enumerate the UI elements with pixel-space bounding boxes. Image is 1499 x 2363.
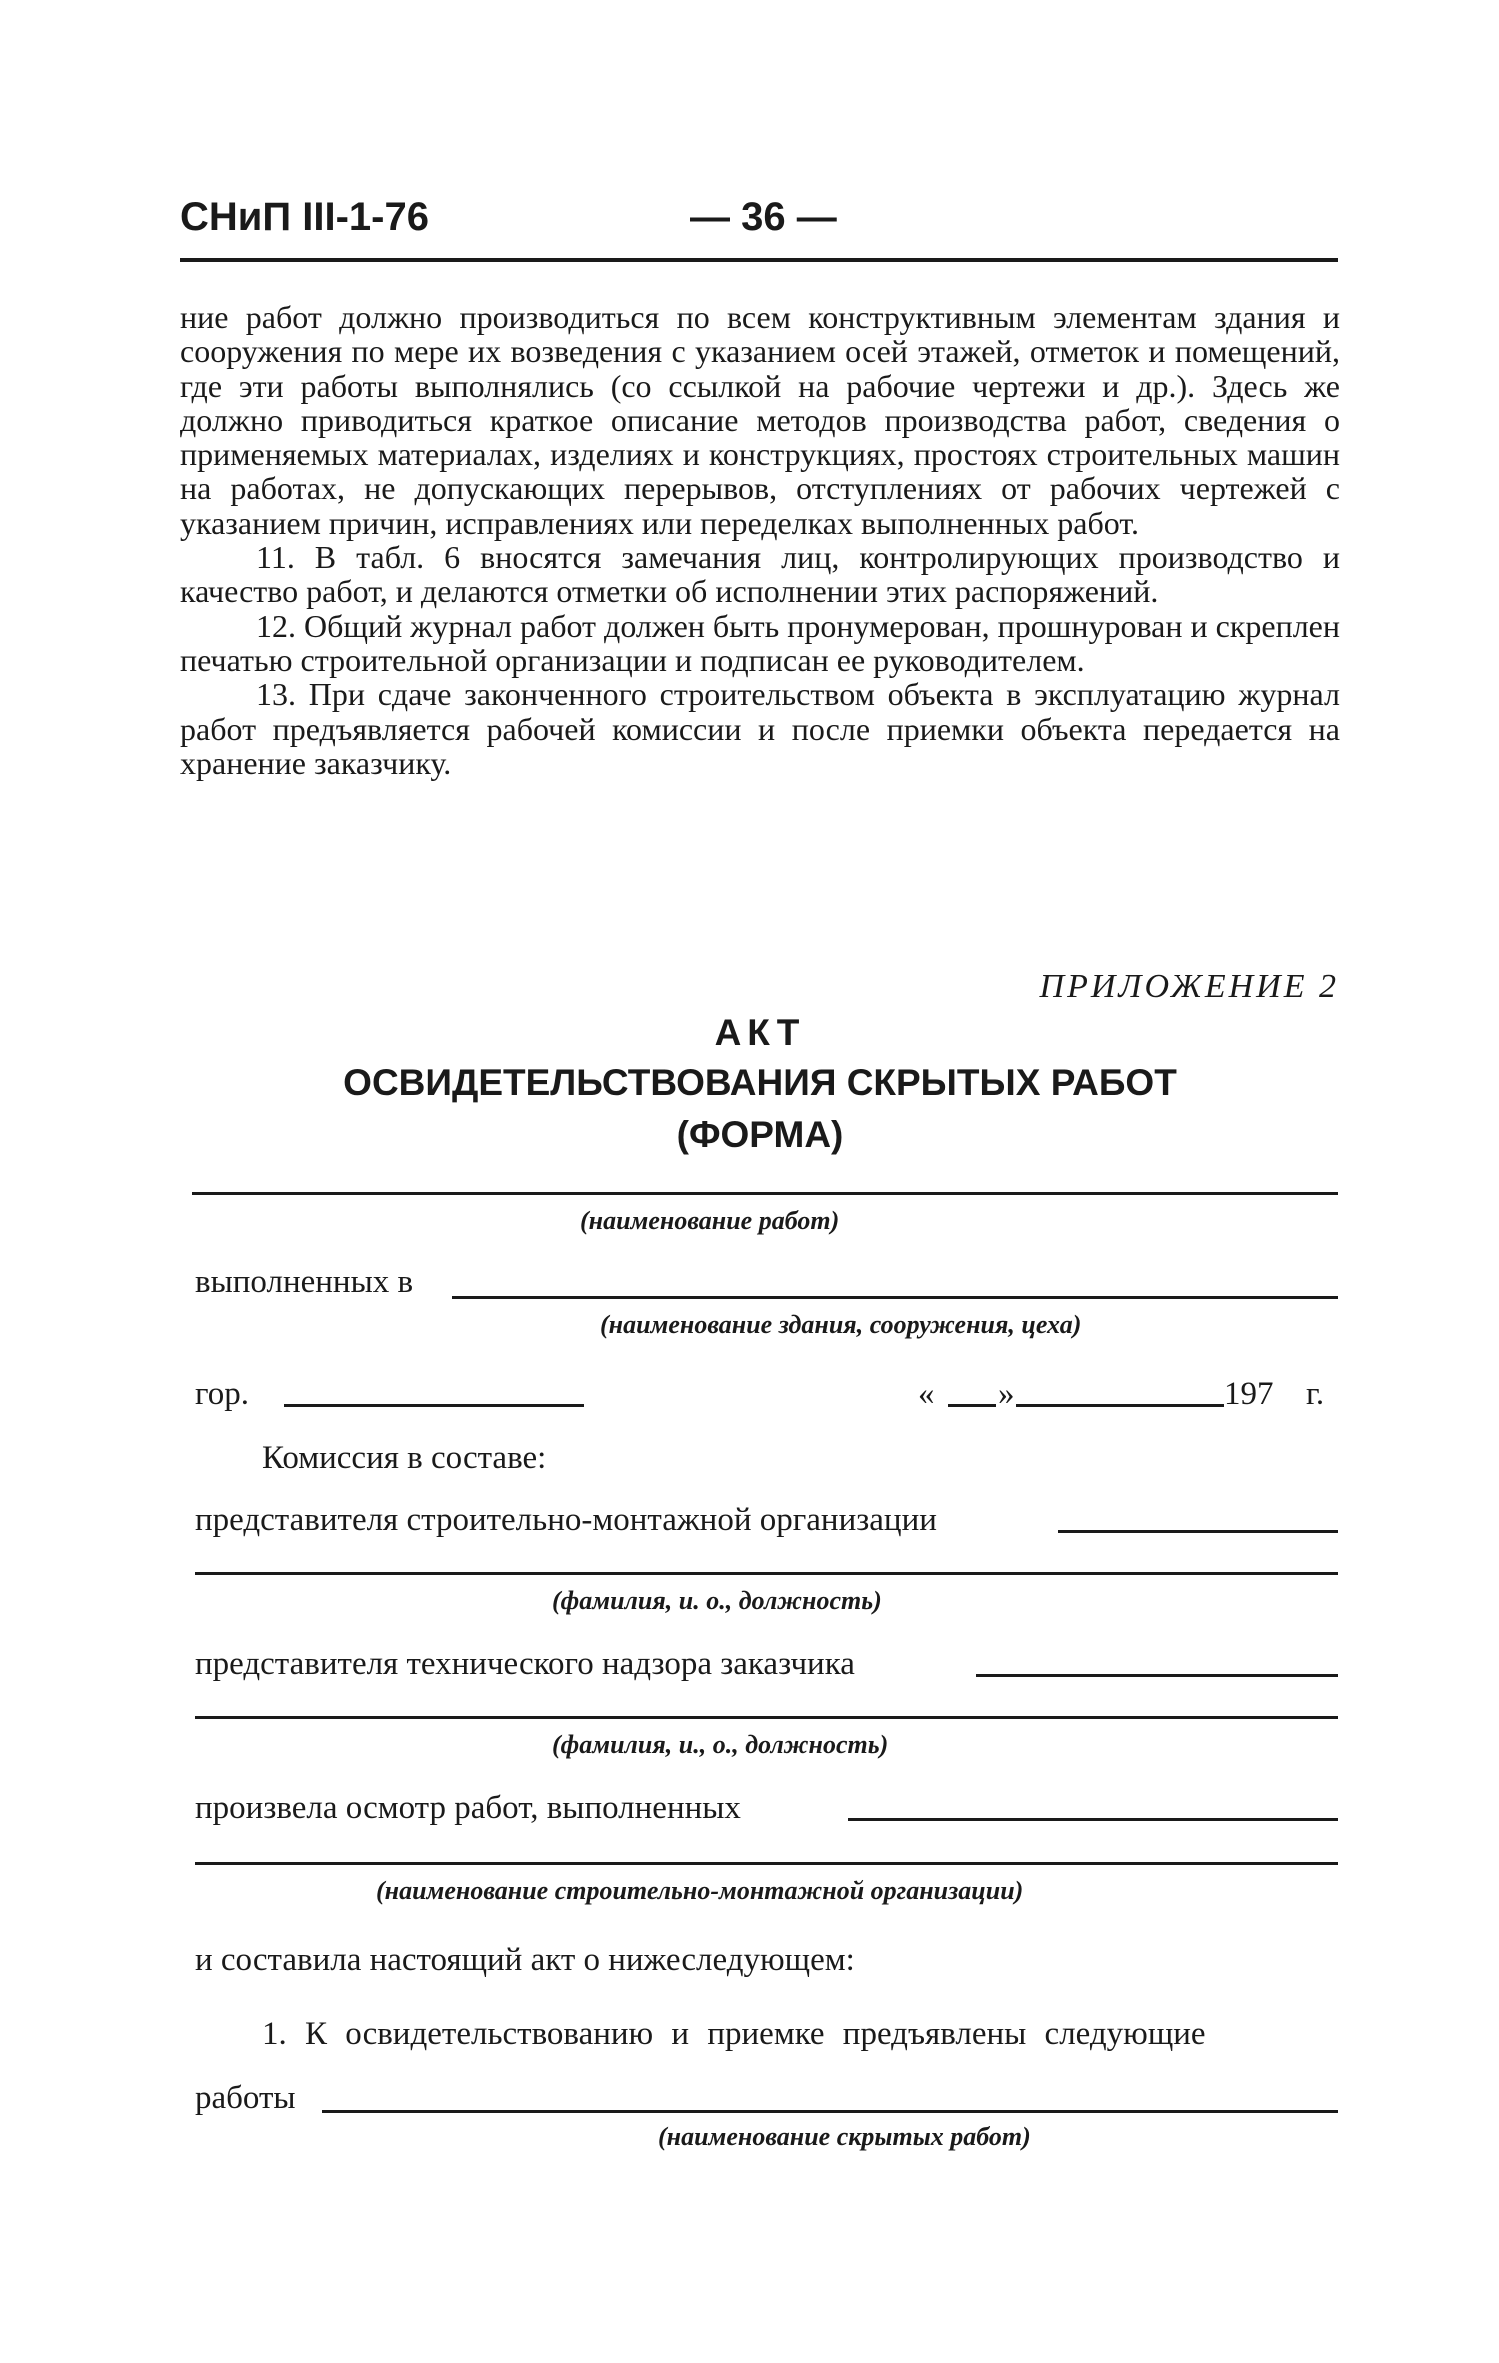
act-title: АКТ [714,1012,806,1053]
standard-code: СНиП III-1-76 [180,195,429,239]
rep-smo-label: представителя строительно-монтажной организации [195,1502,937,1538]
appendix-label: ПРИЛОЖЕНИЕ 2 [1039,968,1339,1005]
month-line [1016,1404,1224,1407]
rep-tech-label: представителя технического надзора заказчика [195,1646,855,1682]
rep-smo-line [1058,1530,1338,1533]
caption-building-name: (наименование здания, сооружения, цеха) [600,1310,1082,1339]
form-marker: (ФОРМА) [676,1114,844,1155]
hidden-works-line [322,2110,1338,2113]
performed-in-label: выполненных в [195,1264,414,1300]
building-name-line [452,1296,1338,1299]
rep-tech-line [976,1674,1338,1677]
date-open-quote: « [918,1376,935,1412]
commission-label: Комиссия в составе: [262,1440,547,1476]
inspected-line [848,1818,1338,1821]
city-line [284,1404,584,1407]
works-name-line [192,1192,1338,1195]
paragraph-continuation: ние работ должно производиться по всем конструктивным элементам здания и сооружения по мере их возведения с указанием осей этажей, отметок и помещений, где эти работы выполнялись (со ссылкой на рабочие чертежи и др.). Здесь же должно приводиться краткое описание методов производства работ, сведения о применяемых материалах, изделиях и конструкциях, простоях строительных машин на работах, не допускающих перерывов, отступлениях от рабочих чертежей с указанием причин, исправлениях или переделках выполненных работ. [180,299,1340,541]
caption-hidden-works: (наименование скрытых работ) [658,2122,1031,2151]
rep-smo-fio-line [195,1572,1338,1575]
caption-org-name: (наименование строительно-монтажной организации) [376,1876,1024,1905]
day-line [948,1404,996,1407]
rep-tech-fio-line [195,1716,1338,1719]
works-label: работы [195,2080,296,2116]
city-label: гор. [195,1376,249,1412]
org-name-line [195,1862,1338,1865]
paragraph-item-11: 11. В табл. 6 вносятся замечания лиц, контролирующих производство и качество работ, и делаются отметки об исполнении этих распоряжений. [180,539,1340,610]
date-close-quote: » [998,1376,1015,1412]
caption-fio-2: (фамилия, и., о., должность) [552,1730,889,1759]
paragraph-item-12: 12. Общий журнал работ должен быть пронумерован, прошнурован и скреплен печатью строительной организации и подписан ее руководителем. [180,607,1340,678]
inspected-label: произвела осмотр работ, выполненных [195,1790,741,1826]
caption-works-name: (наименование работ) [580,1206,840,1235]
year-prefix: 197 [1224,1376,1274,1412]
header-rule [180,258,1338,262]
act-subtitle: ОСВИДЕТЕЛЬСТВОВАНИЯ СКРЫТЫХ РАБОТ [343,1062,1177,1103]
body-text [180,300,1340,780]
item-1-label: 1. К освидетельствованию и приемке предъявлены следующие [262,2016,1206,2052]
compiled-label: и составила настоящий акт о нижеследующем: [195,1942,855,1978]
paragraph-item-13: 13. При сдаче законченного строительством объекта в эксплуатацию журнал работ предъявляется рабочей комиссии и после приемки объекта передается на хранение заказчику. [180,676,1340,781]
running-head [180,195,1340,255]
year-suffix: г. [1306,1376,1325,1412]
caption-fio-1: (фамилия, и. о., должность) [552,1586,882,1615]
page-number: — 36 — [690,195,837,239]
